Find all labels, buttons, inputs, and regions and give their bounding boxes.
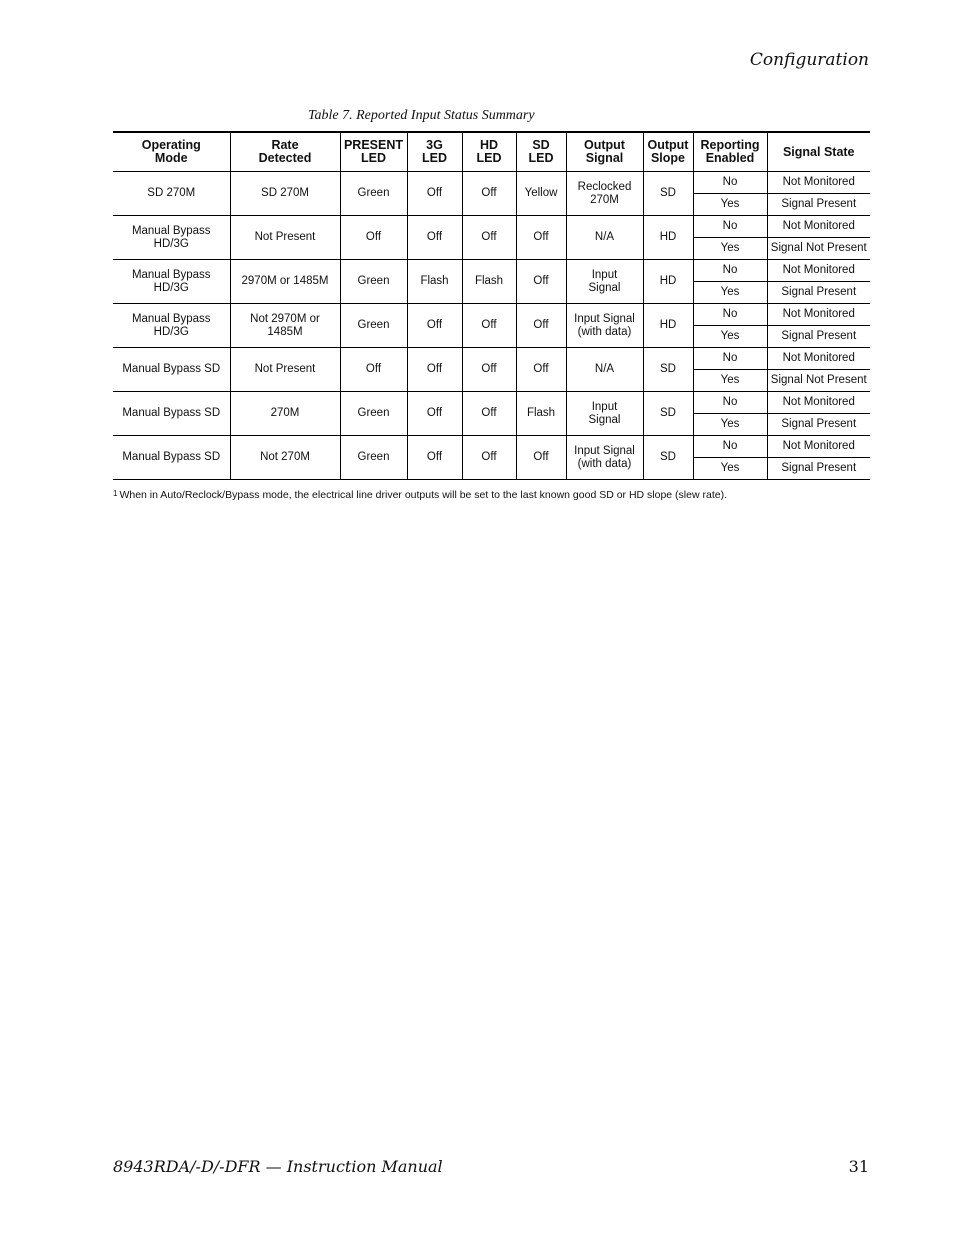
cell-sd-led: Off xyxy=(516,216,566,260)
cell-output-signal: Reclocked 270M xyxy=(566,172,643,216)
cell-reporting-enabled: No xyxy=(693,172,767,194)
cell-reporting-enabled: Yes xyxy=(693,194,767,216)
cell-signal-state: Not Monitored xyxy=(767,172,870,194)
cell-hd-led: Flash xyxy=(462,260,516,304)
cell-hd-led: Off xyxy=(462,348,516,392)
cell-sd-led: Flash xyxy=(516,392,566,436)
cell-present-led: Green xyxy=(340,392,407,436)
cell-hd-led: Off xyxy=(462,216,516,260)
cell-3g-led: Off xyxy=(407,348,462,392)
cell-reporting-enabled: No xyxy=(693,216,767,238)
cell-rate-detected: Not 270M xyxy=(230,436,340,480)
header-rate-detected: Rate Detected xyxy=(230,132,340,172)
cell-signal-state: Signal Present xyxy=(767,194,870,216)
cell-3g-led: Off xyxy=(407,172,462,216)
table-row xyxy=(113,172,870,194)
cell-rate-detected: 2970M or 1485M xyxy=(230,260,340,304)
cell-signal-state: Not Monitored xyxy=(767,348,870,370)
header-sd-led: SD LED xyxy=(516,132,566,172)
cell-signal-state: Not Monitored xyxy=(767,304,870,326)
header-present-led: PRESENT LED xyxy=(340,132,407,172)
table-row xyxy=(113,260,870,282)
cell-present-led: Green xyxy=(340,172,407,216)
cell-sd-led: Off xyxy=(516,260,566,304)
cell-signal-state: Signal Present xyxy=(767,458,870,480)
cell-output-slope: SD xyxy=(643,172,693,216)
header-operating-mode: Operating Mode xyxy=(113,132,230,172)
cell-output-slope: SD xyxy=(643,348,693,392)
cell-output-signal: N/A xyxy=(566,216,643,260)
cell-operating-mode: Manual Bypass HD/3G xyxy=(113,304,230,348)
cell-reporting-enabled: No xyxy=(693,392,767,414)
header-output-slope: Output Slope xyxy=(643,132,693,172)
cell-reporting-enabled: Yes xyxy=(693,370,767,392)
table-row xyxy=(113,392,870,414)
cell-output-slope: SD xyxy=(643,436,693,480)
header-signal-state: Signal State xyxy=(767,132,870,172)
cell-output-signal: Input Signal (with data) xyxy=(566,304,643,348)
cell-reporting-enabled: No xyxy=(693,436,767,458)
cell-rate-detected: Not 2970M or 1485M xyxy=(230,304,340,348)
cell-3g-led: Flash xyxy=(407,260,462,304)
cell-hd-led: Off xyxy=(462,436,516,480)
cell-signal-state: Not Monitored xyxy=(767,436,870,458)
cell-output-signal: Input Signal xyxy=(566,260,643,304)
cell-sd-led: Off xyxy=(516,348,566,392)
table-row xyxy=(113,304,870,326)
cell-3g-led: Off xyxy=(407,216,462,260)
cell-3g-led: Off xyxy=(407,304,462,348)
cell-sd-led: Yellow xyxy=(516,172,566,216)
cell-reporting-enabled: No xyxy=(693,260,767,282)
footnote-text: When in Auto/Reclock/Bypass mode, the electrical line driver outputs will be set to the last known good SD or HD slope (slew rate). xyxy=(119,489,727,501)
header-output-signal: Output Signal xyxy=(566,132,643,172)
cell-output-slope: HD xyxy=(643,260,693,304)
cell-operating-mode: Manual Bypass HD/3G xyxy=(113,260,230,304)
section-title: Configuration xyxy=(749,50,869,70)
table-row xyxy=(113,436,870,458)
cell-reporting-enabled: Yes xyxy=(693,238,767,260)
footer-manual-title: 8943RDA/-D/-DFR — Instruction Manual xyxy=(113,1157,443,1176)
cell-present-led: Off xyxy=(340,348,407,392)
table-header-row xyxy=(113,132,870,172)
cell-output-slope: SD xyxy=(643,392,693,436)
cell-operating-mode: Manual Bypass SD xyxy=(113,436,230,480)
cell-signal-state: Signal Not Present xyxy=(767,238,870,260)
cell-present-led: Off xyxy=(340,216,407,260)
cell-output-signal: Input Signal (with data) xyxy=(566,436,643,480)
table-caption: Table 7. Reported Input Status Summary xyxy=(308,108,535,123)
cell-present-led: Green xyxy=(340,436,407,480)
cell-reporting-enabled: No xyxy=(693,304,767,326)
cell-present-led: Green xyxy=(340,304,407,348)
cell-present-led: Green xyxy=(340,260,407,304)
cell-rate-detected: 270M xyxy=(230,392,340,436)
cell-sd-led: Off xyxy=(516,436,566,480)
cell-signal-state: Signal Present xyxy=(767,414,870,436)
cell-rate-detected: SD 270M xyxy=(230,172,340,216)
cell-output-slope: HD xyxy=(643,304,693,348)
cell-operating-mode: Manual Bypass SD xyxy=(113,392,230,436)
cell-rate-detected: Not Present xyxy=(230,216,340,260)
cell-output-slope: HD xyxy=(643,216,693,260)
cell-hd-led: Off xyxy=(462,172,516,216)
cell-signal-state: Not Monitored xyxy=(767,260,870,282)
cell-reporting-enabled: Yes xyxy=(693,414,767,436)
footnote-marker: 1 xyxy=(113,489,118,498)
cell-signal-state: Signal Present xyxy=(767,282,870,304)
cell-sd-led: Off xyxy=(516,304,566,348)
cell-reporting-enabled: Yes xyxy=(693,282,767,304)
header-3g-led: 3G LED xyxy=(407,132,462,172)
cell-reporting-enabled: No xyxy=(693,348,767,370)
reported-input-status-table xyxy=(113,131,870,480)
cell-output-signal: N/A xyxy=(566,348,643,392)
cell-signal-state: Not Monitored xyxy=(767,392,870,414)
cell-reporting-enabled: Yes xyxy=(693,458,767,480)
table-row xyxy=(113,216,870,238)
cell-operating-mode: Manual Bypass SD xyxy=(113,348,230,392)
cell-signal-state: Signal Not Present xyxy=(767,370,870,392)
page-number: 31 xyxy=(848,1157,869,1176)
cell-output-signal: Input Signal xyxy=(566,392,643,436)
cell-signal-state: Not Monitored xyxy=(767,216,870,238)
table-footnote xyxy=(113,489,727,501)
cell-rate-detected: Not Present xyxy=(230,348,340,392)
table-row xyxy=(113,348,870,370)
cell-3g-led: Off xyxy=(407,392,462,436)
cell-signal-state: Signal Present xyxy=(767,326,870,348)
cell-hd-led: Off xyxy=(462,392,516,436)
cell-reporting-enabled: Yes xyxy=(693,326,767,348)
cell-operating-mode: Manual Bypass HD/3G xyxy=(113,216,230,260)
cell-operating-mode: SD 270M xyxy=(113,172,230,216)
cell-3g-led: Off xyxy=(407,436,462,480)
header-reporting-enabled: Reporting Enabled xyxy=(693,132,767,172)
cell-hd-led: Off xyxy=(462,304,516,348)
header-hd-led: HD LED xyxy=(462,132,516,172)
